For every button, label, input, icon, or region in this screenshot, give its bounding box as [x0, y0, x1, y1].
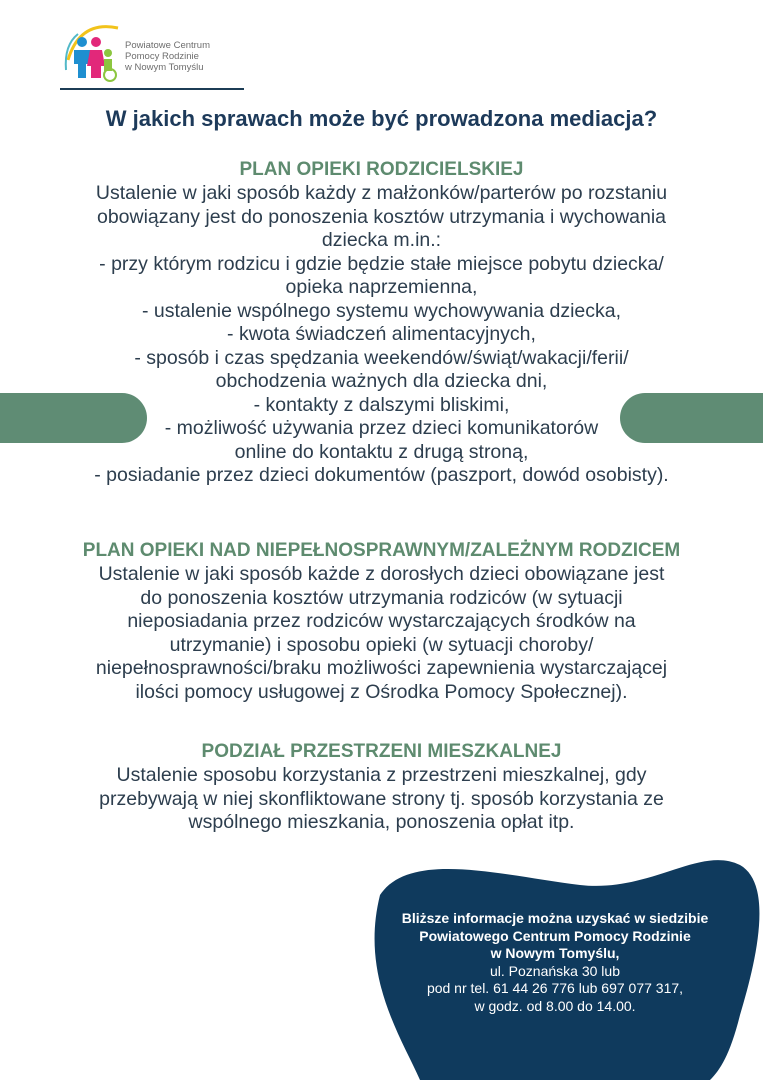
section-heading: PLAN OPIEKI RODZICIELSKIEJ	[239, 159, 524, 180]
hours: w godz. od 8.00 do 14.00.	[474, 997, 636, 1014]
section-text-line: - sposób i czas spędzania weekendów/świąt/wakacji/ferii/	[134, 346, 629, 369]
section-text-line: wspólnego mieszkania, ponoszenia opłat itp.	[188, 811, 575, 833]
section-text-line: obowiązany jest do ponoszenia kosztów utrzymania i wychowania	[96, 205, 667, 228]
section-text-line: niepełnosprawności/braku możliwości zapewnienia wystarczającej	[95, 657, 668, 679]
section-text-line: utrzymanie) i sposobu opieki (w sytuacji choroby/	[169, 633, 594, 656]
section-parental-plan	[0, 158, 763, 488]
section-text-line: Ustalenie sposobu korzystania z przestrzeni mieszkalnej, gdy	[116, 764, 647, 786]
section-text-line: opieka naprzemienna,	[285, 276, 478, 298]
section-text-line: - posiadanie przez dzieci dokumentów (paszport, dowód osobisty).	[94, 464, 669, 486]
section-text-line: - kwota świadczeń alimentacyjnych,	[227, 323, 536, 345]
section-living-space	[0, 740, 763, 835]
page-title: W jakich sprawach może być prowadzona mediacja?	[105, 106, 658, 131]
section-text-line: Ustalenie w jaki sposób każde z dorosłych dzieci obowiązane jest	[98, 563, 665, 585]
logo-text	[125, 40, 210, 73]
section-dependent-parent-plan	[0, 539, 763, 704]
section-text-line: nieposiadania przez rodziców wystarczających środków na	[127, 610, 636, 632]
section-text-line: - możliwość używania przez dzieci komunikatorów	[164, 417, 599, 439]
phone: pod nr tel. 61 44 26 776 lub 697 077 317,	[426, 980, 684, 996]
info-bold-line: Bliższe informacje można uzyskać w siedzibie	[401, 910, 709, 926]
address: ul. Poznańska 30 lub	[490, 962, 620, 979]
section-heading: PLAN OPIEKI NAD NIEPEŁNOSPRAWNYM/ZALEŻNYM RODZICEM	[82, 540, 681, 561]
section-text-line: przebywają w niej skonfliktowane strony tj. sposób korzystania ze	[99, 787, 664, 810]
info-bold-line: w Nowym Tomyślu,	[490, 945, 620, 961]
section-text-line: do ponoszenia kosztów utrzymania rodziców (w sytuacji	[140, 586, 623, 609]
logo-line-3: w Nowym Tomyślu	[125, 62, 204, 73]
section-text-line: online do kontaktu z drugą stroną,	[234, 440, 529, 463]
info-bold-line: Powiatowego Centrum Pomocy Rodzinie	[419, 927, 691, 944]
section-text-line: ilości pomocy usługowej z Ośrodka Pomocy Społecznej).	[135, 680, 628, 703]
logo-line-1: Powiatowe Centrum	[125, 40, 211, 51]
divider	[60, 88, 244, 90]
section-heading: PODZIAŁ PRZESTRZENI MIESZKALNEJ	[201, 741, 562, 762]
section-text-line: dziecka m.in.:	[321, 229, 442, 251]
contact-info	[355, 910, 755, 1015]
section-text-line: Ustalenie w jaki sposób każdy z małżonków/parterów po rozstaniu	[95, 182, 668, 204]
logo-line-2: Pomocy Rodzinie	[125, 51, 199, 62]
section-text-line: - przy którym rodzicu i gdzie będzie stałe miejsce pobytu dziecka/	[99, 252, 664, 275]
section-text-line: obchodzenia ważnych dla dziecka dni,	[215, 370, 548, 392]
section-text-line: - ustalenie wspólnego systemu wychowywania dziecka,	[141, 299, 622, 322]
section-text-line: - kontakty z dalszymi bliskimi,	[253, 393, 510, 416]
